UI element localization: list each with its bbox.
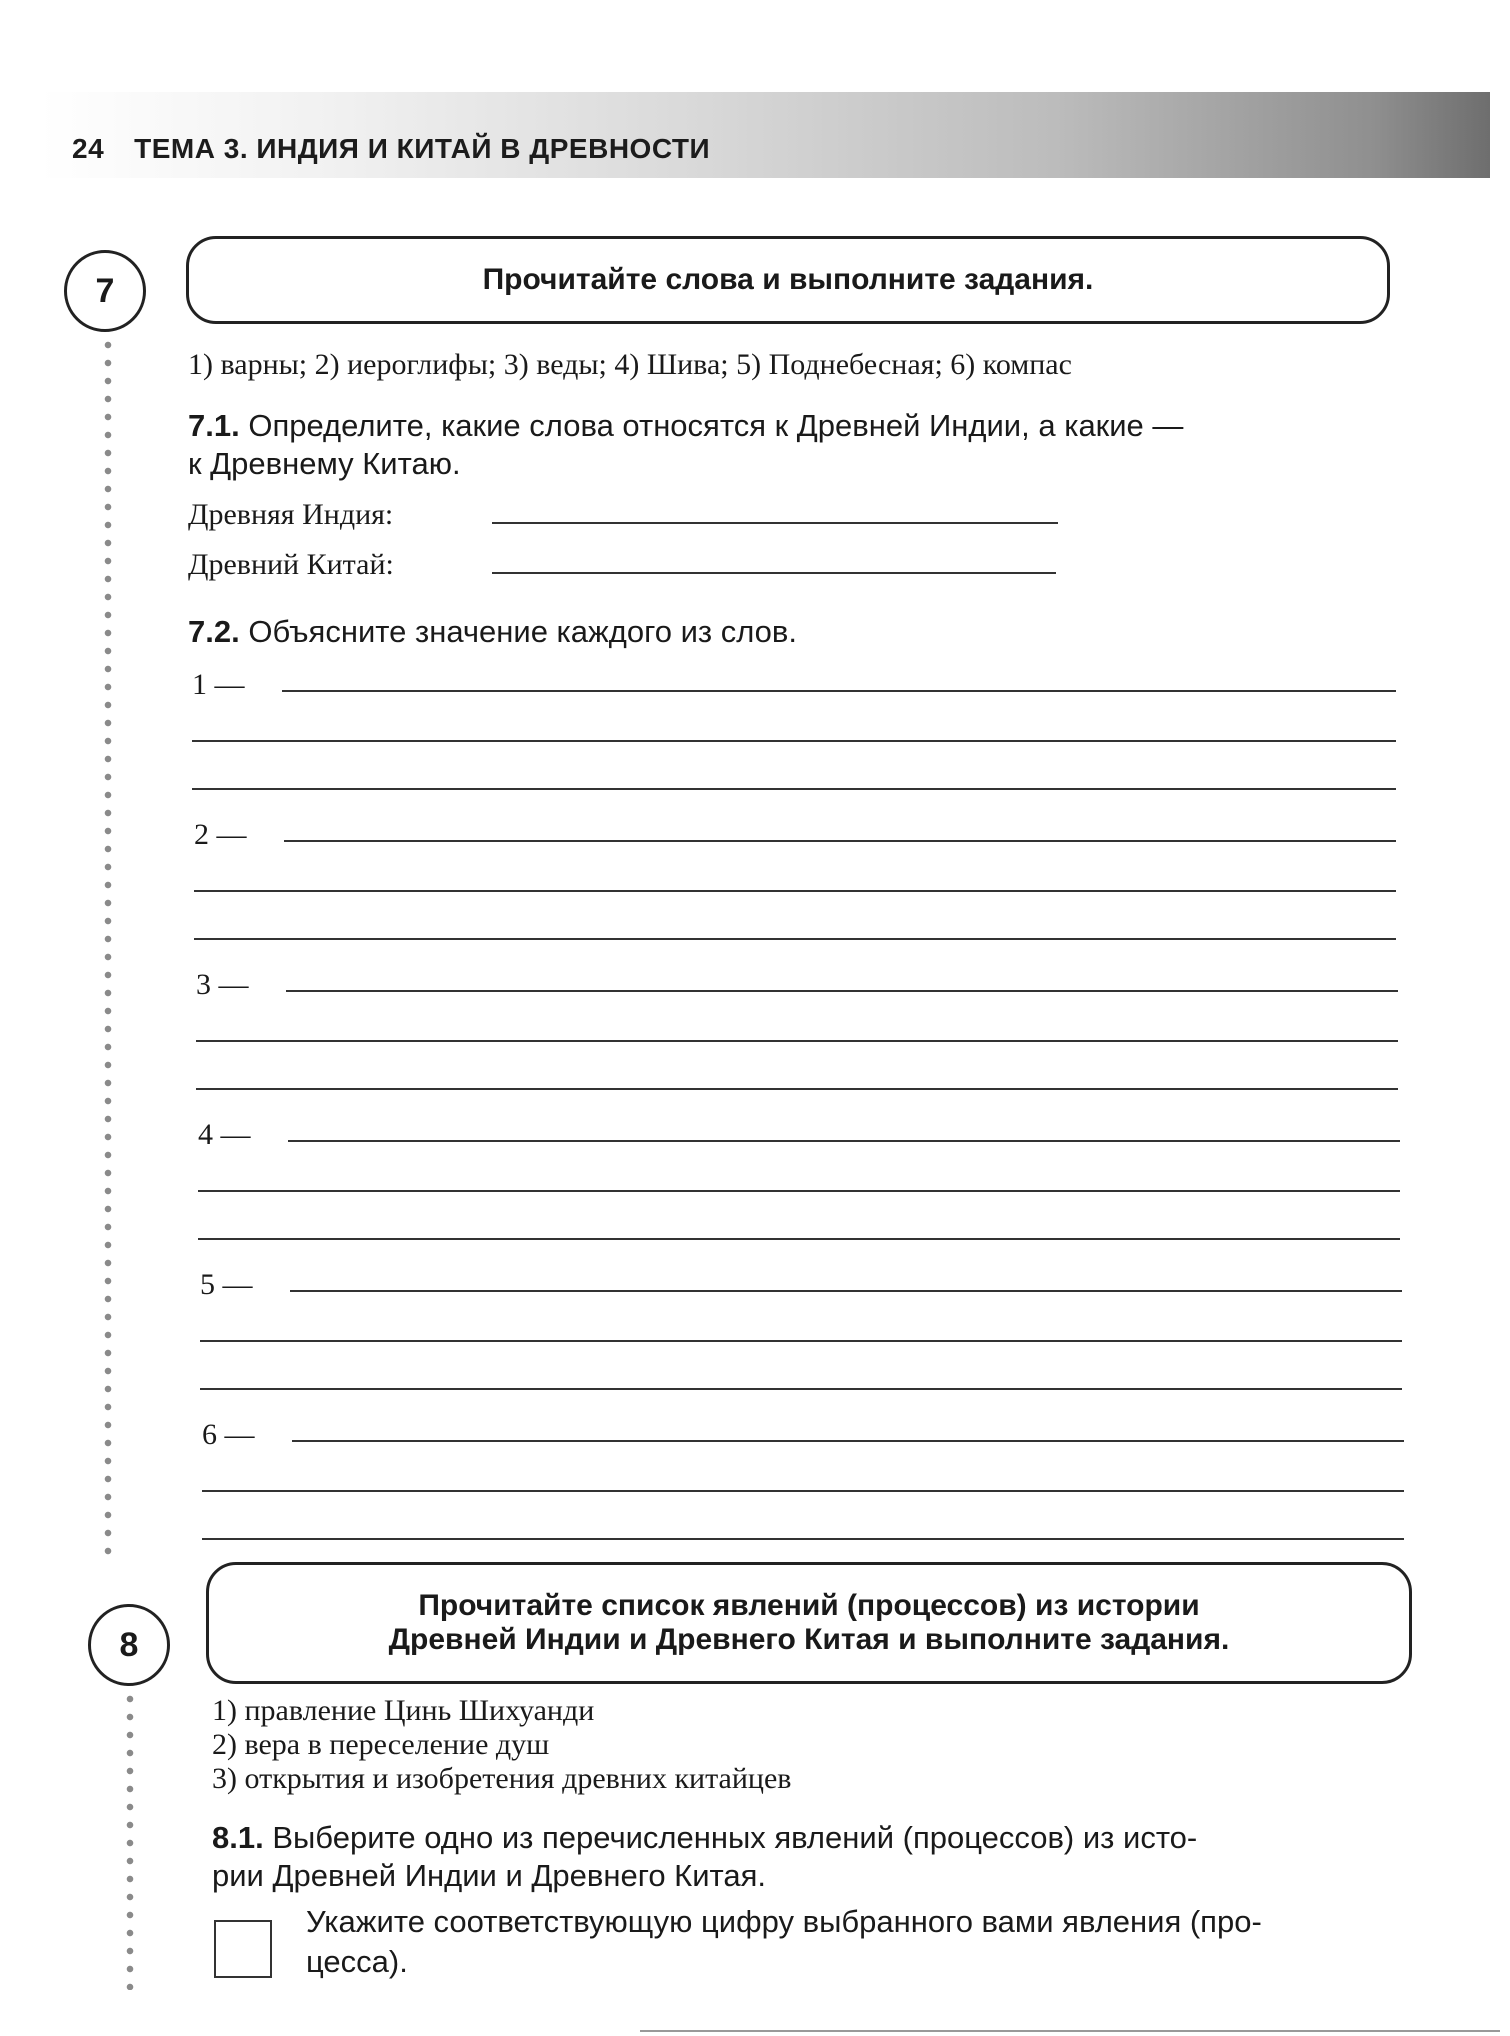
item-3-label: 3 — — [196, 968, 249, 1001]
question-7-1: 7.1. Определите, какие слова относятся к Древней Индии, а какие — — [188, 408, 1184, 443]
item-6-line-b[interactable] — [202, 1490, 1404, 1492]
task-7-word-list: 1) варны; 2) иероглифы; 3) веды; 4) Шива; 5) Поднебесная; 6) компас — [188, 348, 1072, 381]
item-3-line-a[interactable] — [286, 990, 1398, 992]
question-8-1: 8.1. Выберите одно из перечисленных явлений (процессов) из исто- — [212, 1820, 1198, 1855]
page-bottom-rule — [640, 2030, 1500, 2032]
task-8-number: 8 — [88, 1604, 170, 1686]
india-answer-line[interactable] — [492, 522, 1058, 524]
item-2-label: 2 — — [194, 818, 247, 851]
china-label: Древний Китай: — [188, 548, 394, 581]
task-7-number: 7 — [64, 250, 146, 332]
phenomenon-1: 1) правление Цинь Шихуанди — [212, 1694, 595, 1727]
hint-8-1-cont: цесса). — [306, 1944, 408, 1979]
item-5-line-b[interactable] — [200, 1340, 1402, 1342]
item-6-line-a[interactable] — [292, 1440, 1404, 1442]
item-2-line-c[interactable] — [194, 938, 1396, 940]
item-4-line-a[interactable] — [288, 1140, 1400, 1142]
item-1-line-a[interactable] — [282, 690, 1396, 692]
item-2-line-a[interactable] — [284, 840, 1396, 842]
question-7-1-cont: к Древнему Китаю. — [188, 446, 461, 481]
phenomenon-3: 3) открытия и изобретения древних китайцев — [212, 1762, 792, 1795]
task-7-dotted-rule — [104, 336, 112, 1556]
item-1-label: 1 — — [192, 668, 245, 701]
item-5-label: 5 — — [200, 1268, 253, 1301]
task-8-instruction: Прочитайте список явлений (процессов) из истории Древней Индии и Древнего Китая и выполните задания. — [206, 1562, 1412, 1684]
item-1-line-c[interactable] — [192, 788, 1396, 790]
item-6-line-c[interactable] — [202, 1538, 1404, 1540]
hint-8-1: Укажите соответствующую цифру выбранного вами явления (про- — [306, 1904, 1262, 1939]
item-5-line-c[interactable] — [200, 1388, 1402, 1390]
phenomenon-2: 2) вера в переселение душ — [212, 1728, 550, 1761]
item-3-line-c[interactable] — [196, 1088, 1398, 1090]
question-7-2: 7.2. Объясните значение каждого из слов. — [188, 614, 797, 649]
task-7-instruction: Прочитайте слова и выполните задания. — [186, 236, 1390, 324]
item-3-line-b[interactable] — [196, 1040, 1398, 1042]
page-header — [72, 133, 710, 165]
item-4-line-b[interactable] — [198, 1190, 1400, 1192]
item-4-line-c[interactable] — [198, 1238, 1400, 1240]
topic-title: ТЕМА 3. ИНДИЯ И КИТАЙ В ДРЕВНОСТИ — [134, 133, 711, 164]
question-8-1-cont: рии Древней Индии и Древнего Китая. — [212, 1858, 767, 1893]
item-2-line-b[interactable] — [194, 890, 1396, 892]
item-4-label: 4 — — [198, 1118, 251, 1151]
item-1-line-b[interactable] — [192, 740, 1396, 742]
india-label: Древняя Индия: — [188, 498, 394, 531]
answer-digit-box[interactable] — [214, 1920, 272, 1978]
page-number: 24 — [72, 133, 105, 164]
item-6-label: 6 — — [202, 1418, 255, 1451]
task-8-dotted-rule — [126, 1690, 134, 1990]
china-answer-line[interactable] — [492, 572, 1056, 574]
item-5-line-a[interactable] — [290, 1290, 1402, 1292]
